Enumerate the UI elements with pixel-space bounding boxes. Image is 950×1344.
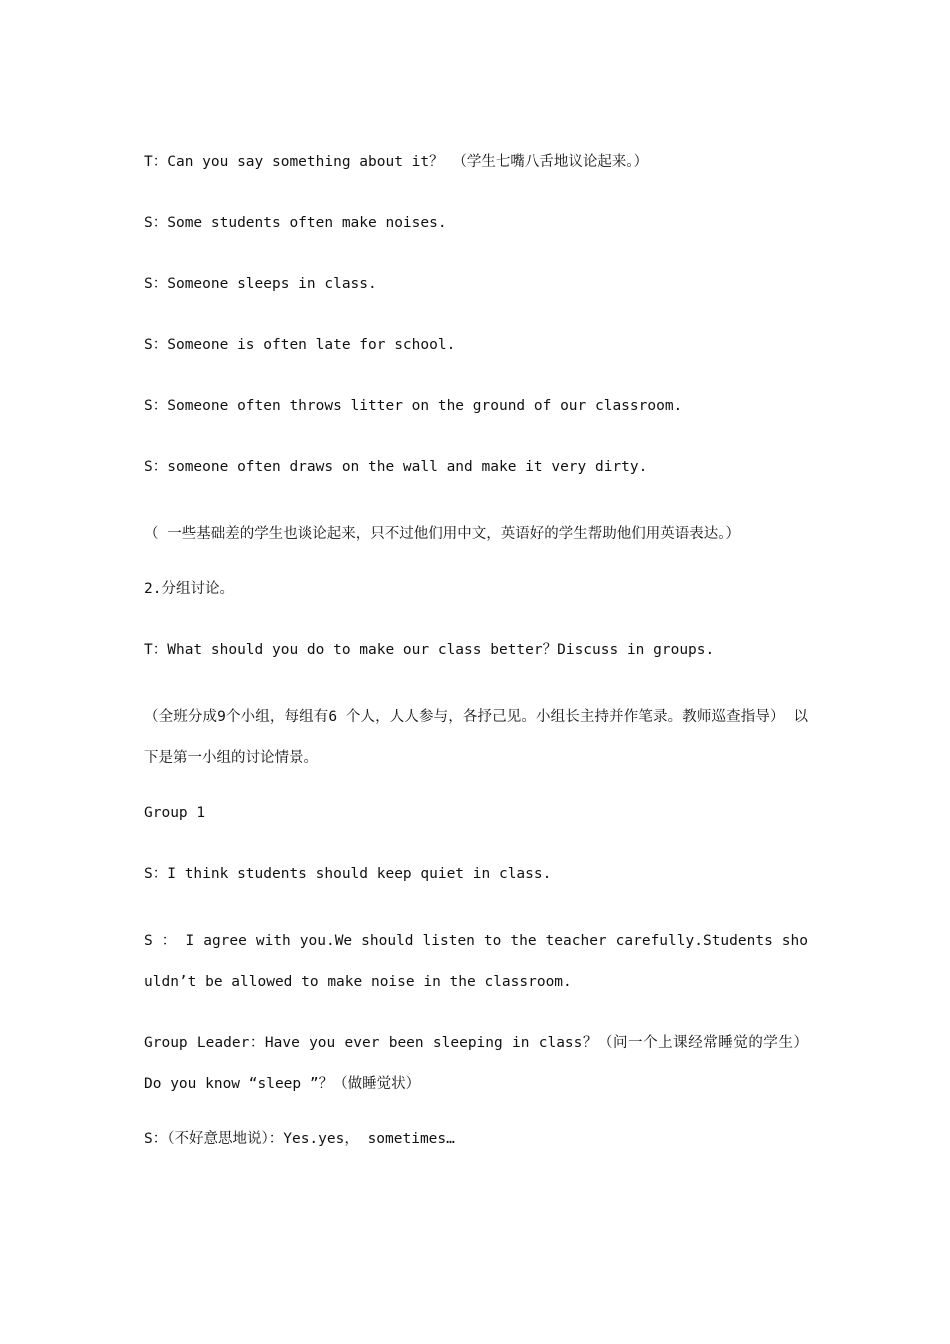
paragraph-note-chinese: （ 一些基础差的学生也谈论起来，只不过他们用中文，英语好的学生帮助他们用英语表达。） [144,526,740,542]
paragraph-student-reply: S：（不好意思地说）：Yes.yes， sometimes… [144,1131,455,1147]
paragraph-student-quiet: S：I think students should keep quiet in class. [144,866,552,882]
paragraph-group-label: Group 1 [144,805,206,821]
paragraph-group-leader: Group Leader：Have you ever been sleeping in class？（问一个上课经常睡觉的学生） Do you know “sleep ”？（做睡觉状） [144,1035,817,1092]
paragraph-student-draws: S：someone often draws on the wall and make it very dirty. [144,459,648,475]
paragraph-student-litter: S：Someone often throws litter on the ground of our classroom. [144,398,683,414]
paragraph-student-late: S：Someone is often late for school. [144,337,456,353]
document-page [144,148,817,1186]
section-heading-group-discussion: 2.分组讨论。 [144,581,234,597]
paragraph-student-agree: S ： I agree with you.We should listen to the teacher carefully.Students shouldn’t be allowed to make noise in the classroom. [144,933,808,990]
paragraph-student-noises: S：Some students often make noises. [144,215,447,231]
paragraph-student-sleeps: S：Someone sleeps in class. [144,276,377,292]
paragraph-teacher-discuss: T：What should you do to make our class better？Discuss in groups. [144,642,715,658]
paragraph-group-instructions: （全班分成9个小组，每组有6 个人，人人参与，各抒己见。小组长主持并作笔录。教师巡查指导） 以下是第一小组的讨论情景。 [144,709,808,766]
paragraph-teacher-question: T：Can you say something about it？ （学生七嘴八舌地议论起来。） [144,154,649,170]
